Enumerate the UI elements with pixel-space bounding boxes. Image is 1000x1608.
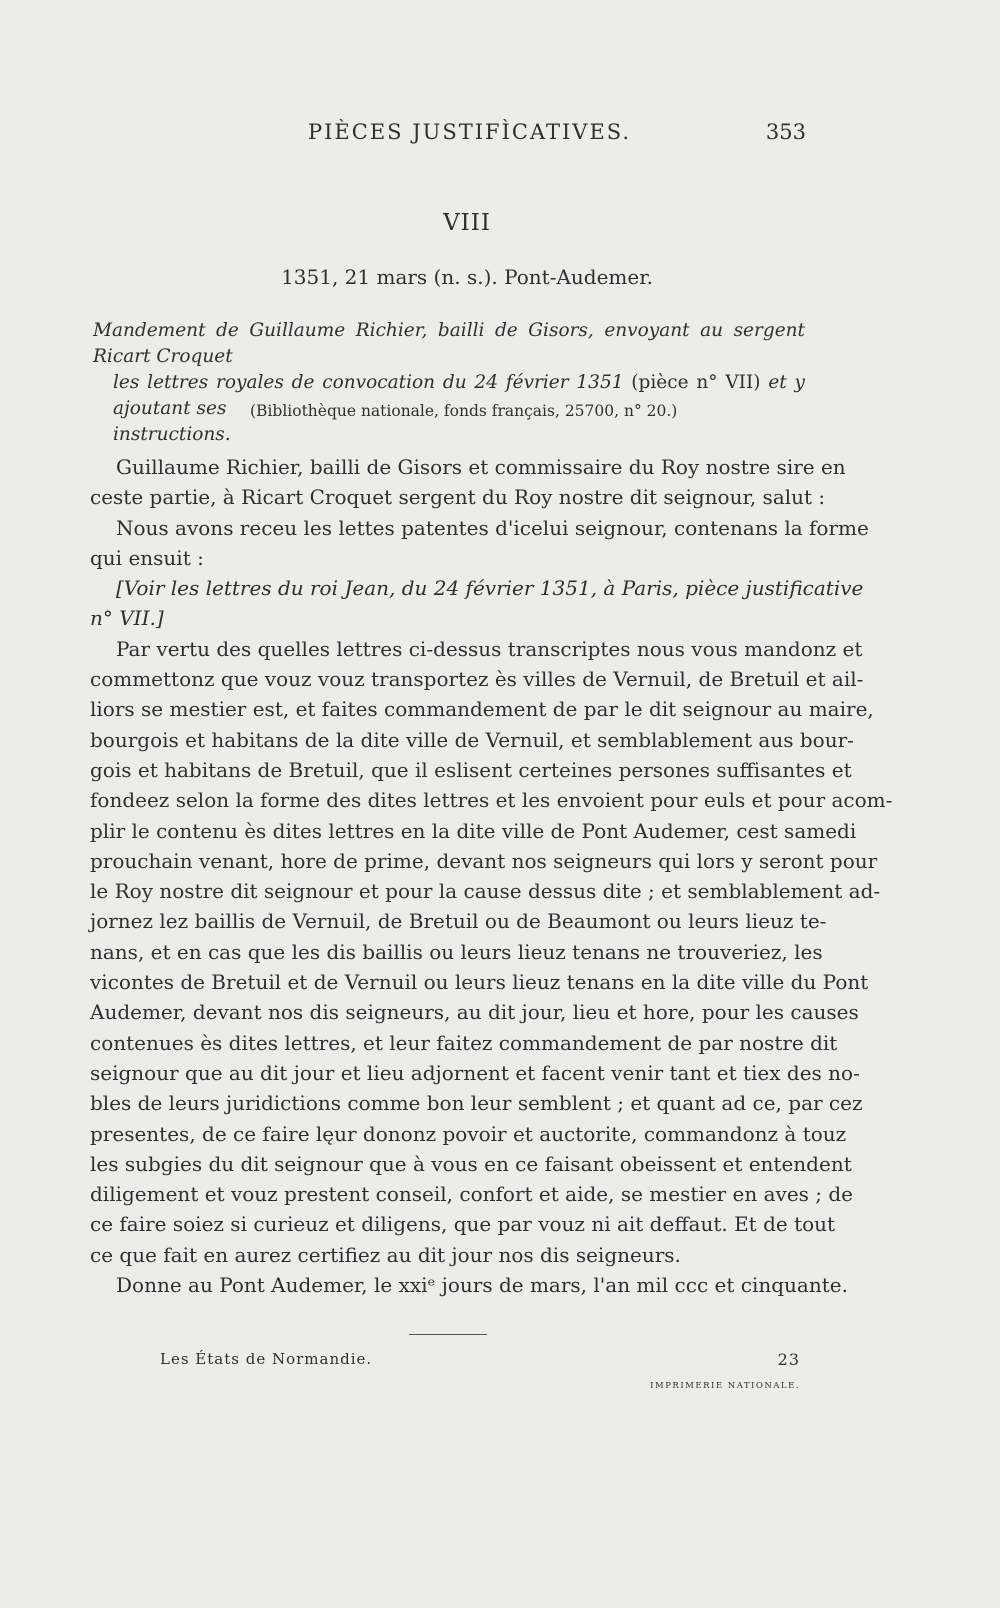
section-number: VIII [443, 210, 491, 236]
body-line: diligement et vouz prestent conseil, confort et aide, se mestier en aves ; de [90, 1182, 854, 1207]
body-line-reference: n° VII.] [90, 606, 164, 631]
body-line: gois et habitans de Bretuil, que il eslisent certeines persones suffisantes et [90, 757, 852, 782]
body-line: le Roy nostre dit seignour et pour la cause dessus dite ; et semblablement ad- [90, 879, 881, 904]
running-head [0, 120, 1000, 150]
body-line-closing: Donne au Pont Audemer, le xxiᵉ jours de mars, l'an mil ccc et cinquante. [116, 1273, 848, 1298]
signature-mark: 23 [777, 1350, 800, 1369]
summary-line-2-plain: (pièce n° VII) [623, 372, 769, 393]
source-citation: (Bibliothèque nationale, fonds français, 25700, n° 20.) [250, 402, 678, 420]
summary-line-2-italic-end: et y ajoutant ses [113, 372, 805, 419]
body-line: seignour que au dit jour et lieu adjornent et facent venir tant et tiex des no- [90, 1060, 860, 1085]
body-line: bles de leurs juridictions comme bon leur semblent ; et quant ad ce, par cez [90, 1091, 863, 1116]
body-line: fondeez selon la forme des dites lettres et les envoient pour euls et pour acom- [90, 788, 893, 813]
body-line: Audemer, devant nos dis seigneurs, au dit jour, lieu et hore, pour les causes [90, 1000, 859, 1025]
body-line: liors se mestier est, et faites commandement de par le dit seignour au maire, [90, 697, 874, 722]
body-line: Par vertu des quelles lettres ci-dessus transcriptes nous vous mandonz et [116, 636, 863, 661]
printer-imprint: IMPRIMERIE NATIONALE. [650, 1381, 800, 1391]
body-line: jornez lez baillis de Vernuil, de Bretuil ou de Beaumont ou leurs lieuz te- [90, 909, 827, 934]
body-text [90, 452, 893, 1300]
body-line: commettonz que vouz vouz transportez ès villes de Vernuil, de Bretuil et ail- [90, 667, 864, 692]
body-line: plir le contenu ès dites lettres en la dite ville de Pont Audemer, cest samedi [90, 818, 857, 843]
body-line: qui ensuit : [90, 545, 204, 570]
running-head-title: PIÈCES JUSTIFÌCATIVES. [308, 120, 632, 144]
body-line: nans, et en cas que les dis baillis ou leurs lieuz tenans ne trouveriez, les [90, 939, 823, 964]
summary-line-1: Mandement de Guillaume Richier, bailli de Gisors, envoyant au sergent Ricart Croquet [93, 320, 805, 367]
summary-line-2-italic: les lettres royales de convocation du 24 février 1351 [113, 372, 624, 393]
document-summary [93, 318, 805, 448]
body-line: les subgies du dit seignour que à vous en ce faisant obeissent et entendent [90, 1151, 852, 1176]
body-line: ce que fait en aurez certifiez au dit jour nos dis seigneurs. [90, 1242, 681, 1267]
body-line: contenues ès dites lettres, et leur faitez commandement de par nostre dit [90, 1030, 838, 1055]
footer-rule [409, 1334, 487, 1335]
page-number: 353 [765, 120, 806, 144]
body-line: presentes, de ce faire lęur dononz povoir et auctorite, commandonz à touz [90, 1121, 847, 1146]
footer-title: Les États de Normandie. [160, 1350, 373, 1368]
body-line: ce faire soiez si curieuz et diligens, que par vouz ni ait deffaut. Et de tout [90, 1212, 836, 1237]
body-line: Nous avons receu les lettes patentes d'icelui seignour, contenans la forme [116, 515, 869, 540]
body-line: vicontes de Bretuil et de Vernuil ou leurs lieuz tenans en la dite ville du Pont [90, 970, 869, 995]
body-line: ceste partie, à Ricart Croquet sergent du Roy nostre dit seignour, salut : [90, 485, 826, 510]
body-line: Guillaume Richier, bailli de Gisors et commissaire du Roy nostre sire en [116, 455, 846, 479]
body-line: bourgois et habitans de la dite ville de Vernuil, et semblablement aus bour- [90, 727, 854, 752]
summary-line-3: instructions. [113, 424, 231, 445]
body-line-reference: [Voir les lettres du roi Jean, du 24 février 1351, à Paris, pièce justificative [116, 576, 864, 601]
dateline: 1351, 21 mars (n. s.). Pont-Audemer. [281, 265, 653, 289]
body-line: prouchain venant, hore de prime, devant nos seigneurs qui lors y seront pour [90, 848, 878, 873]
footer [160, 1350, 800, 1374]
